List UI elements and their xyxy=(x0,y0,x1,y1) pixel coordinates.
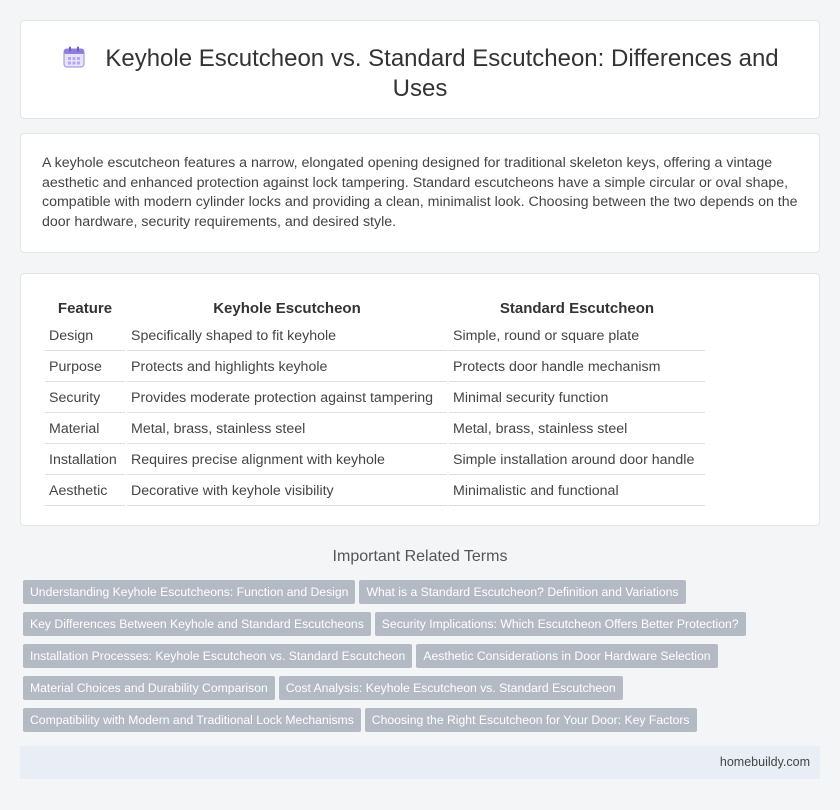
standard-cell: Simple installation around door handle xyxy=(449,446,705,475)
table-row xyxy=(45,384,705,413)
related-tag[interactable]: Understanding Keyhole Escutcheons: Function and Design xyxy=(23,580,355,604)
related-tag[interactable]: Choosing the Right Escutcheon for Your Door: Key Factors xyxy=(365,708,697,732)
related-tag[interactable]: Installation Processes: Keyhole Escutcheon vs. Standard Escutcheon xyxy=(23,644,412,668)
intro-paragraph: A keyhole escutcheon features a narrow, elongated opening designed for traditional skeleton keys, offering a vintage aesthetic and enhanced protection against lock tampering. Standard escutcheons have a simple circular or oval shape, compatible with modern cylinder locks and providing a clean, minimalist look. Choosing between the two depends on the door hardware, security requirements, and desired style. xyxy=(42,155,798,230)
table-row xyxy=(45,353,705,382)
comparison-table xyxy=(43,295,707,508)
standard-cell: Protects door handle mechanism xyxy=(449,353,705,382)
page-title-block xyxy=(61,44,779,104)
feature-cell: Design xyxy=(45,322,125,351)
feature-cell: Installation xyxy=(45,446,125,475)
tag-row xyxy=(23,676,803,708)
related-tag[interactable]: Compatibility with Modern and Traditional Lock Mechanisms xyxy=(23,708,361,732)
table-row xyxy=(45,322,705,351)
related-tag[interactable]: Key Differences Between Keyhole and Standard Escutcheons xyxy=(23,612,371,636)
standard-cell: Minimalistic and functional xyxy=(449,477,705,506)
related-tag[interactable]: Material Choices and Durability Comparison xyxy=(23,676,275,700)
table-header-row xyxy=(45,297,705,320)
tag-row xyxy=(23,580,803,612)
calendar-icon xyxy=(61,44,87,70)
feature-cell: Aesthetic xyxy=(45,477,125,506)
tag-row xyxy=(23,708,803,740)
header-card xyxy=(20,20,820,119)
related-tag[interactable]: Cost Analysis: Keyhole Escutcheon vs. Standard Escutcheon xyxy=(279,676,623,700)
intro-card xyxy=(20,133,820,253)
page-title: Keyhole Escutcheon vs. Standard Escutcheon: Differences and Uses xyxy=(105,45,779,102)
tag-row xyxy=(23,644,803,676)
comparison-card xyxy=(20,273,820,526)
related-tag[interactable]: Aesthetic Considerations in Door Hardware Selection xyxy=(416,644,717,668)
header-feature: Feature xyxy=(57,300,113,317)
keyhole-cell: Protects and highlights keyhole xyxy=(127,353,447,382)
related-tag[interactable]: What is a Standard Escutcheon? Definition and Variations xyxy=(359,580,685,604)
header-standard: Standard Escutcheon xyxy=(499,300,655,317)
table-row xyxy=(45,415,705,444)
tag-row xyxy=(23,612,803,644)
keyhole-cell: Decorative with keyhole visibility xyxy=(127,477,447,506)
keyhole-cell: Metal, brass, stainless steel xyxy=(127,415,447,444)
table-row xyxy=(45,477,705,506)
keyhole-cell: Requires precise alignment with keyhole xyxy=(127,446,447,475)
standard-cell: Simple, round or square plate xyxy=(449,322,705,351)
keyhole-cell: Provides moderate protection against tampering xyxy=(127,384,447,413)
related-terms-tags xyxy=(23,580,803,740)
footer-bar xyxy=(20,746,820,779)
related-tag[interactable]: Security Implications: Which Escutcheon Offers Better Protection? xyxy=(375,612,746,636)
keyhole-cell: Specifically shaped to fit keyhole xyxy=(127,322,447,351)
table-row xyxy=(45,446,705,475)
standard-cell: Minimal security function xyxy=(449,384,705,413)
feature-cell: Purpose xyxy=(45,353,125,382)
header-keyhole: Keyhole Escutcheon xyxy=(213,300,361,317)
feature-cell: Material xyxy=(45,415,125,444)
standard-cell: Metal, brass, stainless steel xyxy=(449,415,705,444)
related-terms-title: Important Related Terms xyxy=(332,548,508,565)
feature-cell: Security xyxy=(45,384,125,413)
footer-site-link[interactable]: homebuildy.com xyxy=(719,755,810,769)
